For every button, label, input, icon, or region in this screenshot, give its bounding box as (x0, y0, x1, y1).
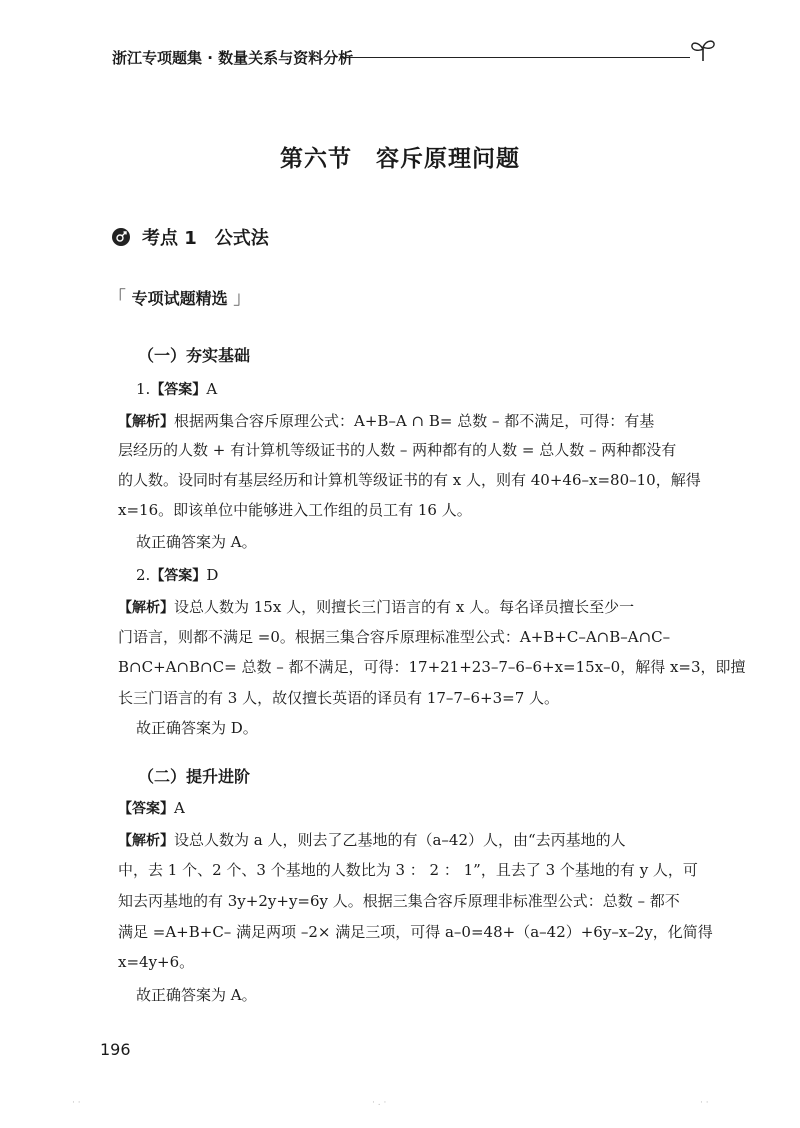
q1-line-4: x=16。即该单位中能够进入工作组的员工有 16 人。 (118, 501, 472, 519)
q3-analysis-label: 【解析】 (118, 833, 174, 849)
q1-analysis-line-1 (118, 411, 654, 432)
q2-answer-value: D (206, 566, 219, 584)
section-label-text: 专项试题精选 (131, 289, 228, 308)
running-header (112, 43, 712, 69)
q1-line-1: 根据两集合容斥原理公式：A+B–A ∩ B= 总数 – 都不满足，可得：有基 (174, 412, 655, 430)
q3-line-1: 设总人数为 a 人，则去了乙基地的有（a–42）人，由“去丙基地的人 (174, 831, 626, 849)
q3-conclusion: 故正确答案为 A。 (136, 986, 257, 1004)
page-number: 196 (100, 1040, 131, 1059)
scan-mark-left: · · (72, 1098, 81, 1108)
header-title: 浙江专项题集 · 数量关系与资料分析 (112, 49, 354, 67)
q2-answer-label: 【答案】 (150, 568, 207, 584)
scan-mark-center: · . · (372, 1098, 387, 1108)
q2-number: 2. (136, 566, 151, 584)
q2-line-2: 门语言，则都不满足 =0。根据三集合容斥原理标准型公式：A+B+C–A∩B–A∩C– (118, 628, 671, 646)
q2-analysis-line-1 (118, 597, 634, 618)
q3-answer-label: 【答案】 (118, 801, 174, 817)
q2-line-1: 设总人数为 15x 人，则擅长三门语言的有 x 人。每名译员擅长至少一 (174, 598, 635, 616)
page-title: 第六节 容斥原理问题 (280, 146, 520, 172)
q1-line-3: 的人数。设同时有基层经历和计算机等级证书的有 x 人，则有 40+46–x=80–10，解得 (118, 471, 701, 489)
q3-line-4: 满足 =A+B+C– 满足两项 –2× 满足三项，可得 a–0=48+（a–42）+6y–x–2y，化简得 (118, 923, 713, 941)
q3-line-3: 知去丙基地的有 3y+2y+y=6y 人。根据三集合容斥原理非标准型公式：总数 – 都不 (118, 892, 680, 910)
q1-answer-value: A (206, 380, 218, 398)
sprout-icon (688, 37, 718, 63)
q3-analysis-line-1 (118, 830, 626, 851)
q1-analysis-label: 【解析】 (118, 414, 174, 430)
q2-line-4: 长三门语言的有 3 人，故仅擅长英语的译员有 17–7–6+3=7 人。 (118, 689, 560, 707)
q2-line-3: B∩C+A∩B∩C= 总数 – 都不满足，可得：17+21+23–7–6–6+x=15x–0，解得 x=3，即擅 (118, 658, 746, 676)
q1-number: 1. (136, 380, 151, 398)
q1-line-2: 层经历的人数 + 有计算机等级证书的人数 – 两种都有的人数 = 总人数 – 两种都没有 (118, 441, 677, 459)
q3-line-2: 中，去 1 个、2 个、3 个基地的人数比为 3 ： 2 ： 1”，且去了 3 个基地的有 y 人，可 (118, 861, 698, 879)
right-bracket-icon: 」 (233, 288, 252, 309)
q1-conclusion: 故正确答案为 A。 (136, 533, 257, 551)
scan-mark-right: · · (700, 1098, 709, 1108)
target-icon (112, 228, 130, 246)
header-rule (340, 57, 690, 58)
q2-analysis-label: 【解析】 (118, 600, 174, 616)
q3-line-5: x=4y+6。 (118, 953, 195, 971)
kaodian-heading (112, 224, 269, 250)
q1-answer-label: 【答案】 (150, 382, 207, 398)
section-label (108, 284, 251, 310)
part2-heading: （二）提升进阶 (138, 767, 251, 786)
q2-answer (136, 565, 218, 586)
part1-heading: （一）夯实基础 (138, 346, 251, 365)
q3-answer-value: A (174, 799, 185, 817)
left-bracket-icon: 「 (108, 288, 126, 309)
kaodian-label: 考点 1 公式法 (142, 228, 269, 249)
q2-conclusion: 故正确答案为 D。 (136, 719, 258, 737)
q3-answer (118, 798, 185, 819)
q1-answer (136, 379, 217, 400)
